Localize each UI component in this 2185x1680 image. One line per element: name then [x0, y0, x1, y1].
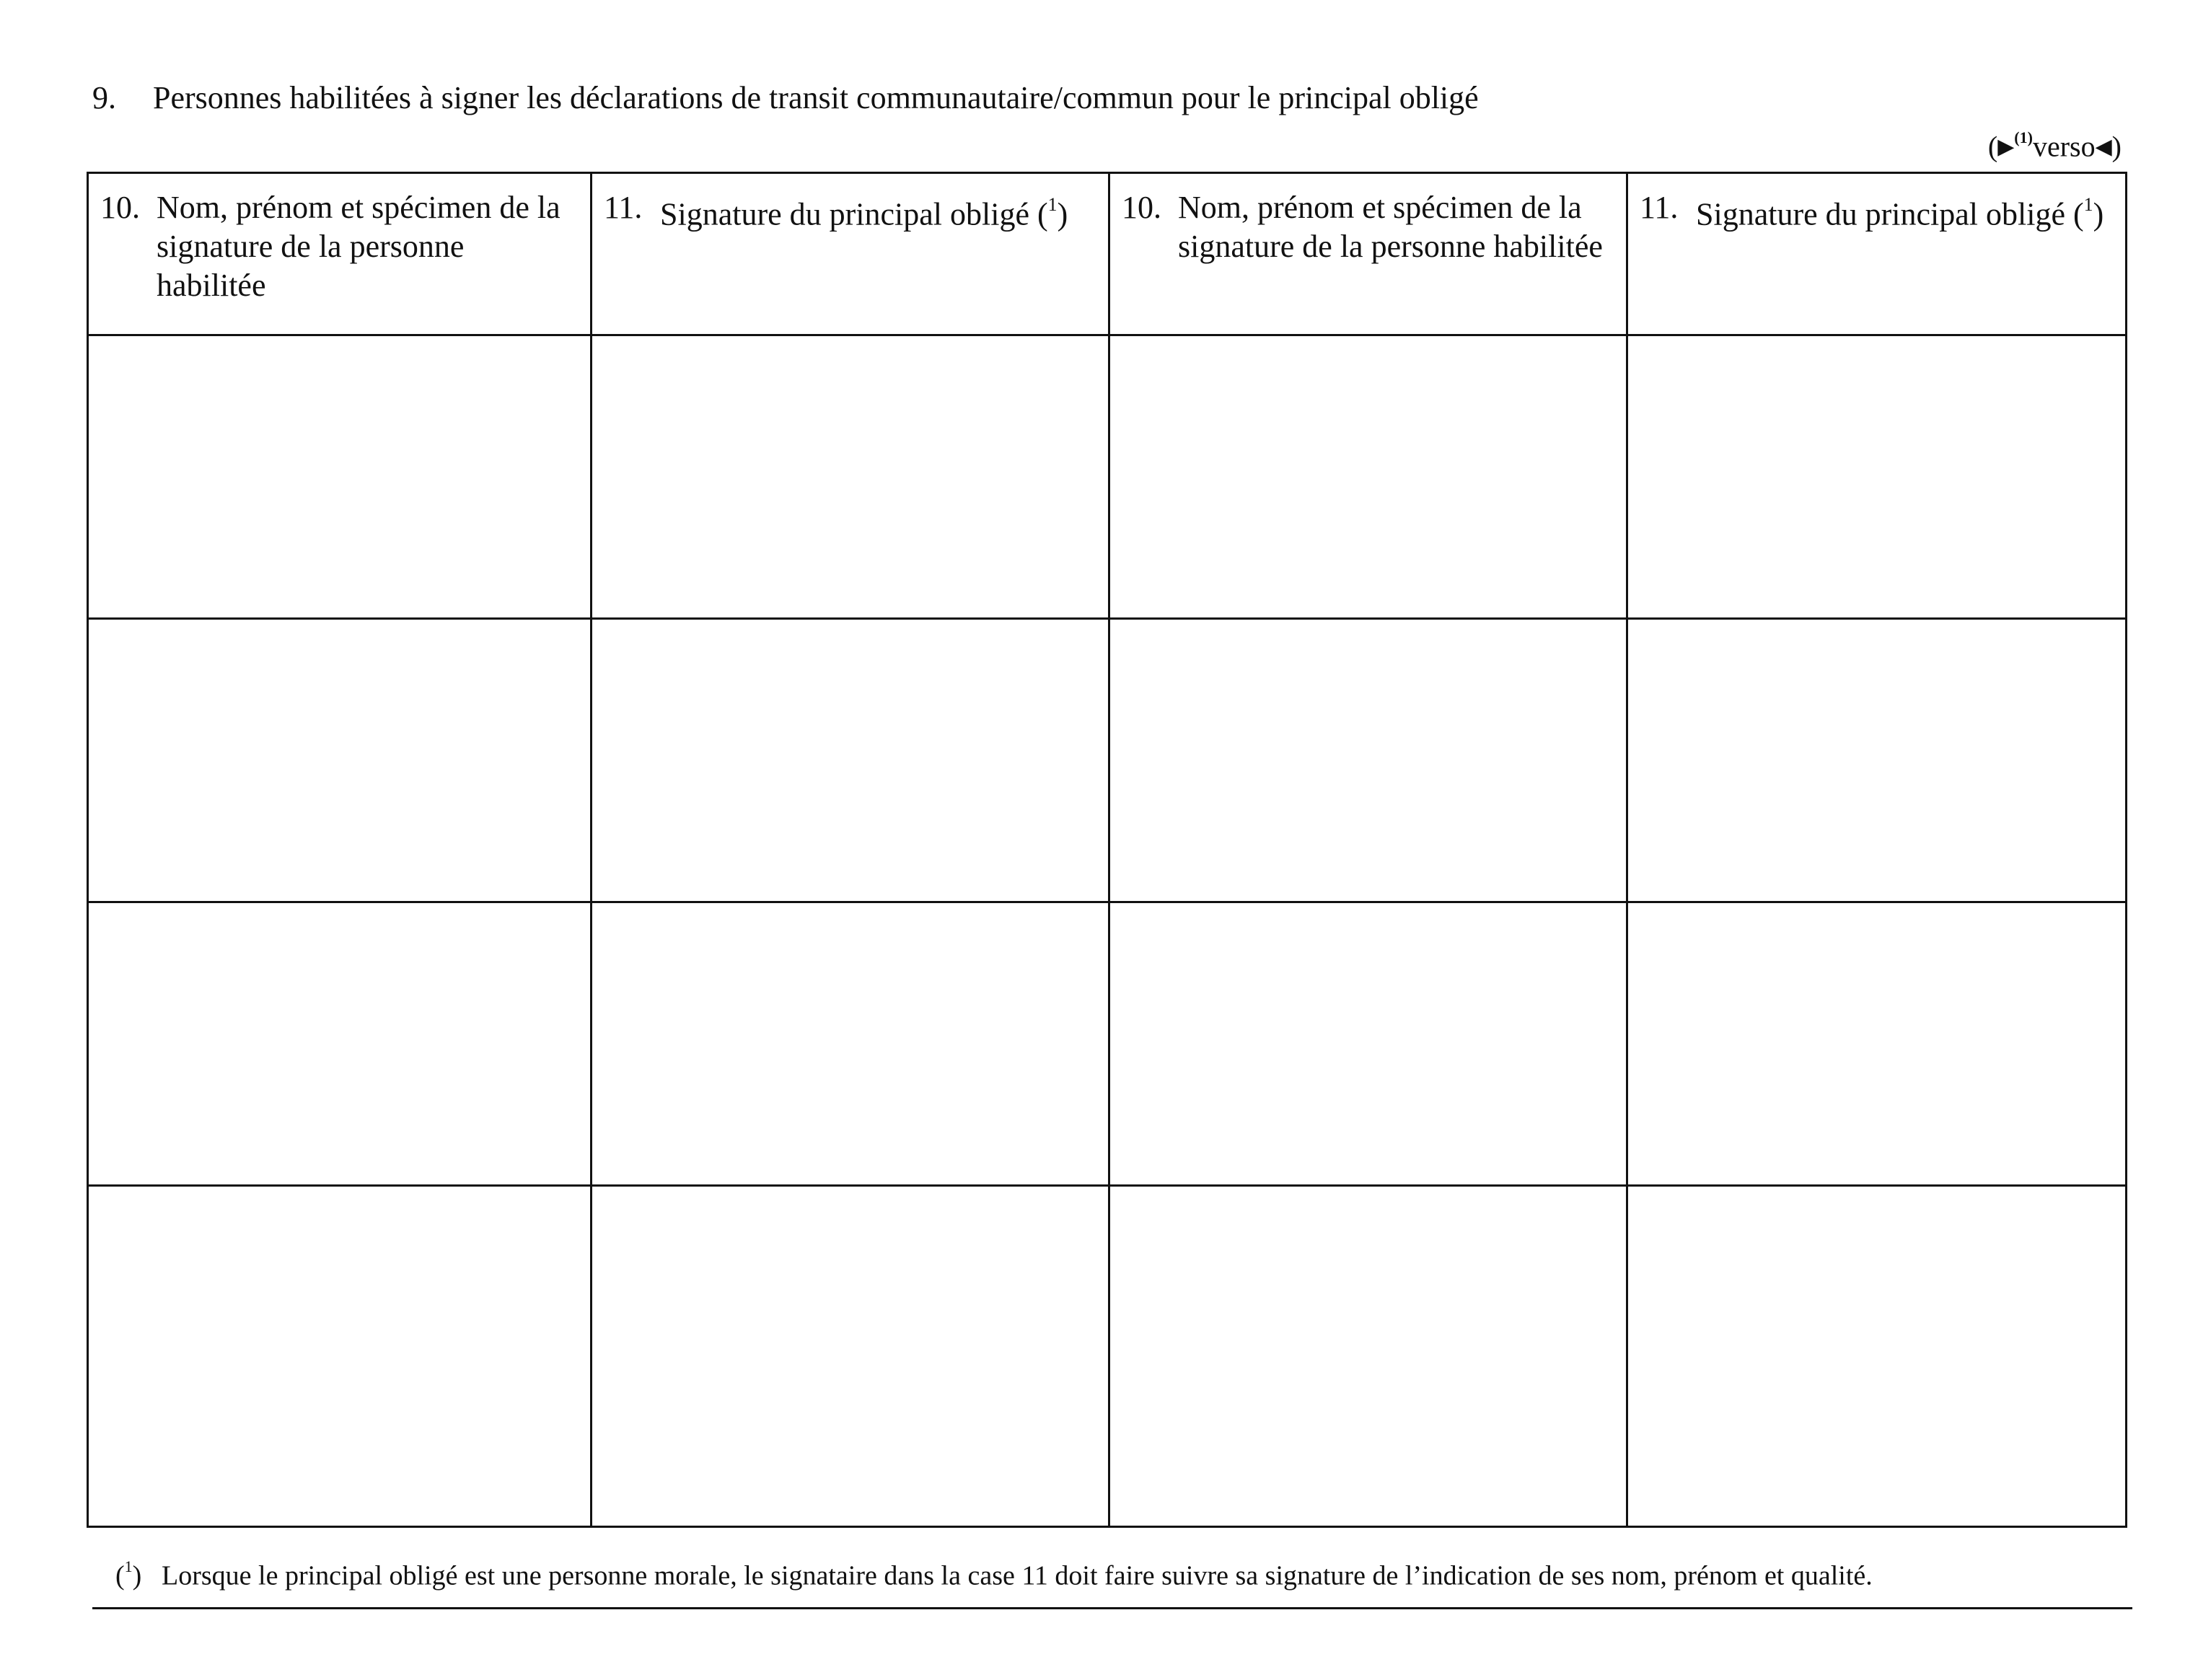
header-number: 10.: [100, 190, 140, 225]
principal-signature-field[interactable]: [1627, 1186, 2127, 1527]
table-row: [88, 335, 2127, 619]
verso-close-paren: ): [2111, 130, 2122, 163]
verso-text: verso: [2032, 130, 2096, 163]
triangle-left-icon: ◀: [2095, 135, 2112, 159]
name-specimen-field[interactable]: [1109, 619, 1627, 902]
header-cell-name-specimen: [88, 173, 592, 335]
verso-reference: [1988, 123, 2122, 167]
header-number: 11.: [604, 190, 643, 225]
verso-marker: (1): [2014, 128, 2033, 146]
name-specimen-field[interactable]: [1109, 902, 1627, 1186]
table-row: [88, 619, 2127, 902]
footnote-marker: 1: [124, 1557, 133, 1575]
footnote-ref: 1: [1047, 194, 1058, 215]
footnote-text: Lorsque le principal obligé est une personne morale, le signataire dans la case 11 doit faire suivre sa signature de l’indication de ses nom, prénom et qualité.: [162, 1560, 1873, 1591]
name-specimen-field[interactable]: [88, 619, 592, 902]
name-specimen-field[interactable]: [1109, 335, 1627, 619]
header-text-wrapper: Signature du principal obligé ($^1$): [660, 194, 1068, 232]
footnote-marker-wrapper: ($^1$): [115, 1557, 142, 1591]
header-cell-principal-signature: [1627, 173, 2127, 335]
bottom-rule: [92, 1607, 2132, 1609]
name-specimen-field[interactable]: [88, 1186, 592, 1527]
header-text: Signature du principal obligé (: [660, 196, 1048, 232]
header-text: Nom, prénom et spécimen de la signature de la personne habilitée: [157, 190, 560, 303]
table-header-row: [88, 173, 2127, 335]
header-number: 10.: [1122, 190, 1161, 225]
section-heading: [92, 78, 1479, 118]
principal-signature-field[interactable]: [1627, 335, 2127, 619]
principal-signature-field[interactable]: [1627, 902, 2127, 1186]
name-specimen-field[interactable]: [88, 902, 592, 1186]
triangle-right-icon: ▶: [1997, 135, 2015, 159]
footnote: [115, 1552, 1873, 1593]
signature-table: [87, 172, 2127, 1528]
section-number: 9.: [92, 80, 116, 115]
table-row: [88, 1186, 2127, 1527]
name-specimen-field[interactable]: [88, 335, 592, 619]
principal-signature-field[interactable]: [592, 902, 1109, 1186]
principal-signature-field[interactable]: [592, 335, 1109, 619]
header-cell-name-specimen: [1109, 173, 1627, 335]
header-text: Signature du principal obligé (: [1696, 196, 2084, 232]
section-title: Personnes habilitées à signer les déclarations de transit communautaire/commun pour le principal obligé: [153, 80, 1479, 115]
footnote-ref: 1: [2083, 194, 2093, 215]
header-text-wrapper: Signature du principal obligé ($^1$): [1696, 194, 2104, 232]
verso-open-paren: (: [1987, 130, 1998, 163]
header-cell-principal-signature: [592, 173, 1109, 335]
principal-signature-field[interactable]: [592, 619, 1109, 902]
header-number: 11.: [1640, 190, 1679, 225]
table-row: [88, 902, 2127, 1186]
header-text: Nom, prénom et spécimen de la signature de la personne habilitée: [1178, 190, 1603, 264]
principal-signature-field[interactable]: [592, 1186, 1109, 1527]
name-specimen-field[interactable]: [1109, 1186, 1627, 1527]
principal-signature-field[interactable]: [1627, 619, 2127, 902]
